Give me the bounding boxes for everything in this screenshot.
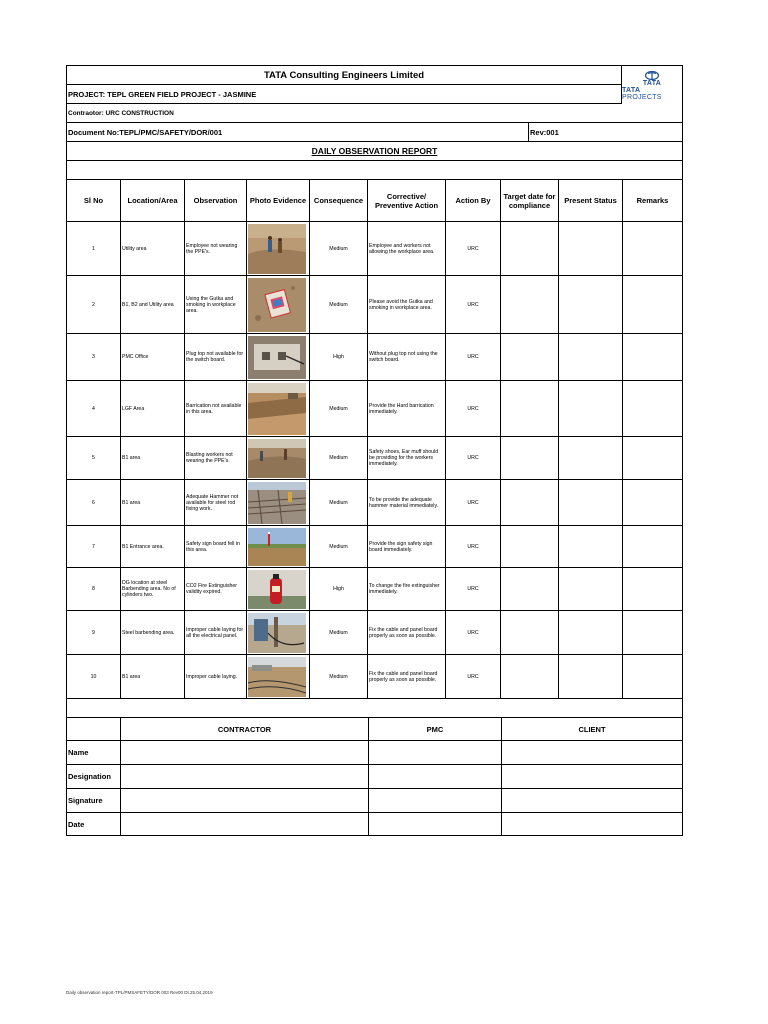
row-location: B1 area — [121, 655, 185, 698]
row-target-date — [501, 334, 559, 380]
row-target-date — [501, 480, 559, 525]
col-remarks: Remarks — [636, 196, 669, 205]
col-location: Location/Area — [121, 180, 185, 221]
pmc-designation-field[interactable] — [369, 765, 502, 788]
photo-evidence-blasting-site — [247, 437, 310, 479]
blank-row — [66, 161, 683, 180]
row-observation: Employee not wearing the PPE's. — [185, 222, 247, 275]
signature-label-signature: Signature — [67, 789, 121, 812]
row-present-status — [559, 526, 623, 567]
row-location: B1 area — [121, 437, 185, 479]
table-row — [66, 480, 683, 526]
signature-row — [66, 789, 683, 813]
table-row — [66, 437, 683, 480]
row-location: DG location at steel Barbending area. No of cylinders two. — [121, 568, 185, 610]
row-corrective-action: Safety shoes, Ear muff should be providing for the workers immediately. — [368, 437, 446, 479]
col-consequence: Consequence — [310, 180, 368, 221]
project-row — [66, 85, 683, 104]
row-present-status — [559, 655, 623, 698]
client-date-field[interactable] — [502, 813, 682, 835]
photo-evidence-switch-board — [247, 334, 310, 380]
signature-row — [66, 765, 683, 789]
signature-label-date: Date — [67, 813, 121, 835]
table-row — [66, 526, 683, 568]
photo-evidence-steel-rods — [247, 480, 310, 525]
row-remarks — [623, 334, 682, 380]
table-row — [66, 334, 683, 381]
page-footer: Daily observation report-TPL/PMSAFETY/DOR 003 Rev00 Dt.25.04.2019 — [66, 990, 213, 995]
row-sl-no: 7 — [67, 526, 121, 567]
row-action-by: URC — [446, 334, 501, 380]
blank-cell — [67, 161, 682, 179]
row-location: Steel barbending area. — [121, 611, 185, 654]
spacer-row — [66, 699, 683, 718]
row-observation: Safety sign board fell in this area. — [185, 526, 247, 567]
row-remarks — [623, 526, 682, 567]
row-sl-no: 9 — [67, 611, 121, 654]
signature-header-row — [66, 718, 683, 741]
row-consequence: Medium — [310, 611, 368, 654]
row-observation: Using the Gutka and smoking in workplace area. — [185, 276, 247, 333]
row-consequence: Medium — [310, 222, 368, 275]
row-sl-no: 2 — [67, 276, 121, 333]
signature-contractor-header: CONTRACTOR — [121, 718, 369, 740]
table-row — [66, 568, 683, 611]
col-sl-no: Sl No — [67, 180, 121, 221]
row-location: B1 area — [121, 480, 185, 525]
photo-evidence-electrical-panel — [247, 611, 310, 654]
pmc-signature-field[interactable] — [369, 789, 502, 812]
row-present-status — [559, 611, 623, 654]
row-sl-no: 8 — [67, 568, 121, 610]
row-location: PMC Office — [121, 334, 185, 380]
row-action-by: URC — [446, 526, 501, 567]
row-consequence: Medium — [310, 526, 368, 567]
table-row — [66, 381, 683, 437]
table-row — [66, 655, 683, 699]
col-corrective-action: Corrective/ Preventive Action — [368, 180, 446, 221]
row-present-status — [559, 276, 623, 333]
row-observation: CO2 Fire Extinguisher validity expired. — [185, 568, 247, 610]
report-title: DAILY OBSERVATION REPORT — [311, 146, 438, 156]
row-action-by: URC — [446, 568, 501, 610]
photo-evidence-excavation — [247, 381, 310, 436]
row-present-status — [559, 222, 623, 275]
signature-label-designation: Designation — [67, 765, 121, 788]
row-corrective-action: Fix the cable and panel board properly as soon as possible. — [368, 611, 446, 654]
photo-evidence-fire-extinguisher — [247, 568, 310, 610]
row-target-date — [501, 568, 559, 610]
row-observation: Improper cable laying. — [185, 655, 247, 698]
row-action-by: URC — [446, 655, 501, 698]
signature-corner — [67, 718, 121, 740]
row-target-date — [501, 222, 559, 275]
signature-label-name: Name — [67, 741, 121, 764]
row-target-date — [501, 655, 559, 698]
logo-bottom-light: PROJECTS — [622, 94, 662, 101]
signature-pmc-header: PMC — [369, 718, 502, 740]
row-present-status — [559, 437, 623, 479]
table-row — [66, 222, 683, 276]
row-remarks — [623, 611, 682, 654]
row-action-by: URC — [446, 381, 501, 436]
row-location: LGF Area — [121, 381, 185, 436]
column-header-row — [66, 180, 683, 222]
table-row — [66, 276, 683, 334]
signature-client-header: CLIENT — [578, 724, 606, 734]
row-remarks — [623, 437, 682, 479]
col-photo-evidence: Photo Evidence — [247, 180, 310, 221]
row-action-by: URC — [446, 611, 501, 654]
row-remarks — [623, 568, 682, 610]
pmc-name-field[interactable] — [369, 741, 502, 764]
row-observation: Blasting workers not wearing the PPE's. — [185, 437, 247, 479]
row-consequence: High — [310, 334, 368, 380]
row-sl-no: 6 — [67, 480, 121, 525]
table-row — [66, 611, 683, 655]
row-consequence: Medium — [310, 381, 368, 436]
contractor-signature-field[interactable] — [121, 789, 369, 812]
row-present-status — [559, 381, 623, 436]
row-remarks — [623, 381, 682, 436]
row-consequence: Medium — [310, 276, 368, 333]
row-corrective-action: Provide the sign safety sign board immediately. — [368, 526, 446, 567]
document-number: Document No:TEPL/PMC/SAFETY/DOR/001 — [67, 123, 529, 141]
col-target-date: Target date for compliance — [501, 180, 559, 221]
row-present-status — [559, 480, 623, 525]
row-remarks — [623, 276, 682, 333]
row-corrective-action: Employee and workers not allowing the workplace area. — [368, 222, 446, 275]
col-present-status: Present Status — [559, 180, 623, 221]
logo-bottom-bold: TATA — [622, 87, 641, 94]
contractor-designation-field[interactable] — [121, 765, 369, 788]
row-target-date — [501, 437, 559, 479]
row-corrective-action: To change the fire extinguisher immediately. — [368, 568, 446, 610]
row-location: Utility area — [121, 222, 185, 275]
row-sl-no: 3 — [67, 334, 121, 380]
contractor-date-field[interactable] — [121, 813, 369, 835]
client-signature-field[interactable] — [502, 789, 682, 812]
tata-projects-logo — [622, 66, 682, 106]
logo-top-text: TATA — [642, 80, 662, 87]
row-action-by: URC — [446, 480, 501, 525]
pmc-date-field[interactable] — [369, 813, 502, 835]
photo-evidence-gutka-packet — [247, 276, 310, 333]
contractor-name-field[interactable] — [121, 741, 369, 764]
row-corrective-action: Fix the cable and panel board properly as soon as possible. — [368, 655, 446, 698]
row-corrective-action: Provide the Hard barrication immediately. — [368, 381, 446, 436]
tata-logo-icon — [645, 71, 659, 80]
col-action-by: Action By — [446, 180, 501, 221]
document-row — [66, 123, 683, 142]
row-consequence: Medium — [310, 437, 368, 479]
revision-number: Rev:001 — [530, 127, 559, 137]
row-corrective-action: To be provide the adequate hammer material immediately. — [368, 480, 446, 525]
row-present-status — [559, 334, 623, 380]
row-observation: Adequate Hammer not available for steel rod fixing work. — [185, 480, 247, 525]
col-observation: Observation — [185, 180, 247, 221]
row-corrective-action: Please avoid the Gutka and smoking in workplace area. — [368, 276, 446, 333]
row-sl-no: 5 — [67, 437, 121, 479]
row-target-date — [501, 611, 559, 654]
row-target-date — [501, 381, 559, 436]
row-location: B1 Entrance area. — [121, 526, 185, 567]
row-action-by: URC — [446, 276, 501, 333]
row-remarks — [623, 655, 682, 698]
contractor-row — [66, 104, 683, 123]
row-corrective-action: Without plug top not using the switch board. — [368, 334, 446, 380]
row-sl-no: 4 — [67, 381, 121, 436]
row-consequence: High — [310, 568, 368, 610]
logo-bottom-text — [622, 87, 682, 101]
row-observation: Improper cable laying for all the electrical panel. — [185, 611, 247, 654]
contractor-name: Contraotor: URC CONSTRUCTION — [68, 109, 174, 117]
row-consequence: Medium — [310, 480, 368, 525]
observation-report-sheet — [66, 65, 683, 836]
row-sl-no: 1 — [67, 222, 121, 275]
row-remarks — [623, 222, 682, 275]
row-location: B1, B2 and Utility area — [121, 276, 185, 333]
row-consequence: Medium — [310, 655, 368, 698]
project-name: PROJECT: TEPL GREEN FIELD PROJECT - JASMINE — [67, 85, 622, 103]
signature-row — [66, 741, 683, 765]
client-name-field[interactable] — [502, 741, 682, 764]
row-sl-no: 10 — [67, 655, 121, 698]
row-target-date — [501, 526, 559, 567]
row-observation: Plug top not available for the switch board. — [185, 334, 247, 380]
row-target-date — [501, 276, 559, 333]
photo-evidence-workers-ppe — [247, 222, 310, 275]
row-present-status — [559, 568, 623, 610]
row-action-by: URC — [446, 437, 501, 479]
row-remarks — [623, 480, 682, 525]
row-action-by: URC — [446, 222, 501, 275]
photo-evidence-entrance-field — [247, 526, 310, 567]
spacer-cell — [67, 699, 682, 717]
row-observation: Barrication not available in this area. — [185, 381, 247, 436]
photo-evidence-cable-ground — [247, 655, 310, 698]
report-title-row — [66, 142, 683, 161]
company-name: TATA Consulting Engineers Limited — [67, 66, 622, 84]
client-designation-field[interactable] — [502, 765, 682, 788]
signature-row — [66, 813, 683, 836]
